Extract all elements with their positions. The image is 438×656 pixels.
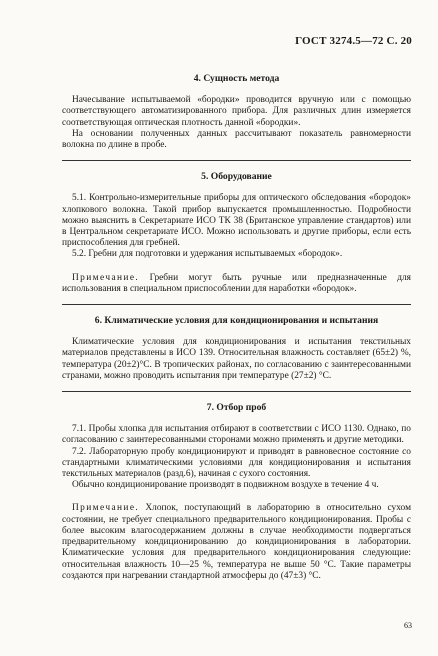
- section-divider: [62, 160, 411, 161]
- section-title: 7. Отбор проб: [206, 402, 267, 414]
- page-number: 63: [404, 621, 412, 630]
- section-5: [62, 171, 411, 295]
- paragraph: 5.1. Контрольно-измерительные приборы для оптического обследования «бородок» хлопкового волокна. Такой прибор выпускается промышленностью. Подробности можно выяснить в Секретариате ИСО ТК 38 (Британское управление стандартов) или в Центральном секретариате ИСО. Можно использовать и другие приборы, если есть приспособления для гребней.: [62, 193, 411, 249]
- paragraph: 5.2. Гребни для подготовки и удержания испытываемых «бородок».: [72, 249, 343, 260]
- page-content: [62, 73, 411, 582]
- section-title: 4. Сущность метода: [193, 73, 280, 84]
- paragraph: 7.2. Лабораторную пробу кондиционируют и приводят в равновесное состояние со стандартными климатическими условиями для кондиционирования и испытания текстильных материалов (разд.6), начиная с сухого состояния.: [62, 446, 411, 480]
- note-text: Хлопок, поступающий в лабораторию в относительно сухом состоянии, не требует специального предварительного кондиционирования. Пробы с более высоким влагосодержанием должны в случае необходимости подвергаться предварительному кондиционированию до кондиционирования в лаборатории. Климатические условия для предварительного кондиционирования следующие: относительная влажность 10—25 %, температура не выше 50 °C. Такие параметры создаются при нагревании стандартной атмосферы до (47±3) °C.: [62, 503, 411, 581]
- page-header: ГОСТ 3274.5—72 С. 20: [295, 35, 412, 47]
- paragraph: На основании полученных данных рассчитывают показатель равномерности волокна по длине в пробе.: [62, 128, 411, 151]
- section-divider: [62, 391, 411, 392]
- section-6: [62, 315, 411, 382]
- note-label: Примечание.: [72, 503, 140, 514]
- paragraph: Обычно кондиционирование производят в подвижном воздухе в течение 4 ч.: [72, 480, 379, 491]
- section-divider: [62, 304, 411, 305]
- note: [62, 273, 411, 295]
- note-text: Гребни могут быть ручные или предназначенные для использования в специальном приспособлении для наработки «бородок».: [62, 272, 411, 294]
- note-label: Примечание.: [72, 272, 140, 283]
- section-title: 5. Оборудование: [201, 171, 272, 183]
- paragraph: Начесывание испытываемой «бородки» проводится вручную или с помощью соответствующего автоматизированного прибора. Для различных длин измеряется соответствующая оптическая плотность данной «бородки».: [62, 95, 411, 128]
- paragraph: Климатические условия для кондиционирования и испытания текстильных материалов представлены в ИСО 139. Относительная влажность составляет (65±2) %, температура (20±2)°C. В тропических районах, по согласованию с заинтересованными странами, можно проводить испытания при температуре (27±2) °C.: [62, 337, 411, 381]
- paragraph: 7.1. Пробы хлопка для испытания отбирают в соответствии с ИСО 1130. Однако, по согласованию с заинтересованными сторонами можно применять и другие методики.: [62, 424, 411, 446]
- section-7: [62, 402, 411, 582]
- section-4: [62, 73, 411, 151]
- section-title: 6. Климатические условия для кондиционирования и испытания: [94, 315, 379, 327]
- note: [62, 503, 411, 581]
